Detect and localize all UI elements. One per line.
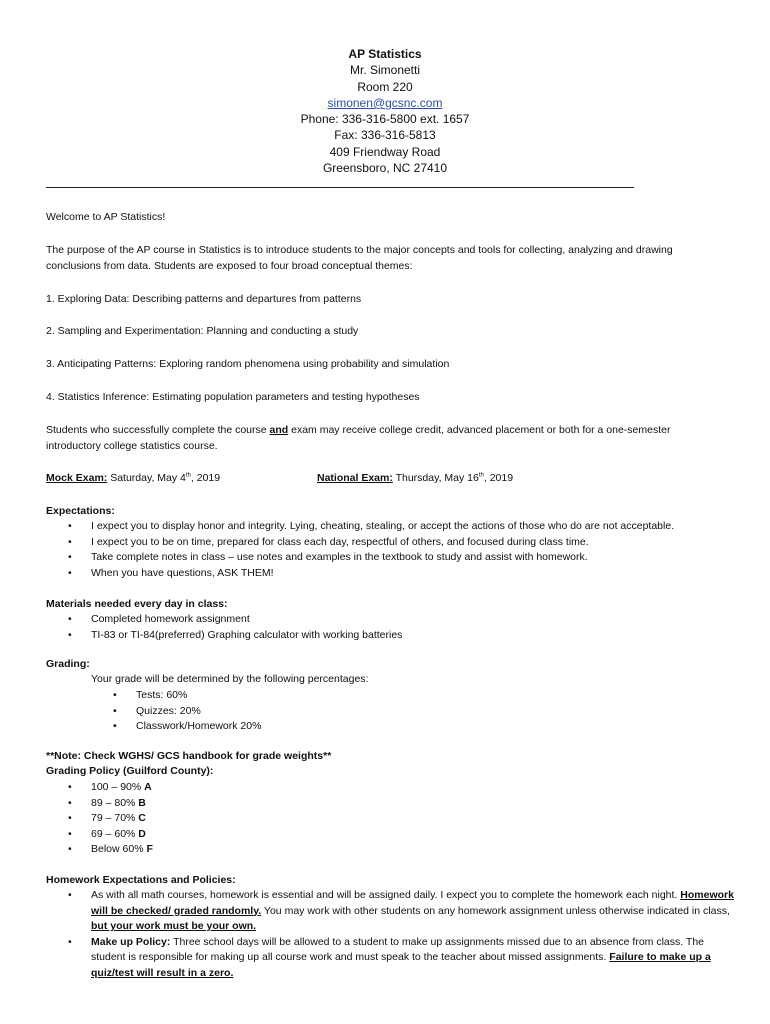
grading-policy-heading: Grading Policy (Guilford County): xyxy=(46,765,214,777)
theme-item: 4. Statistics Inference: Estimating population parameters and testing hypotheses xyxy=(46,391,420,403)
grading-policy-list xyxy=(68,780,153,858)
homework-policy-list xyxy=(68,888,741,981)
purpose-paragraph: The purpose of the AP course in Statistics is to introduce students to the major concepts and tools for collecting, analyzing and drawing conclusions from data. Students are exposed to four broad conceptual themes: xyxy=(46,244,673,272)
list-item: • Completed homework assignment xyxy=(91,612,741,628)
national-exam-date: National Exam: Thursday, May 16th, 2019 xyxy=(317,472,514,484)
bullet-icon: • xyxy=(68,520,72,532)
theme-item: 2. Sampling and Experimentation: Planning and conducting a study xyxy=(46,325,359,337)
credit-paragraph: Students who successfully complete the course and exam may receive college credit, advanced placement or both for a one-semester introductory college statistics course. xyxy=(46,424,671,452)
phone-number: Phone: 336-316-5800 ext. 1657 xyxy=(300,112,470,127)
bullet-icon: • xyxy=(68,935,72,948)
room-number: Room 220 xyxy=(357,79,413,94)
bullet-icon: • xyxy=(68,827,72,840)
mock-exam-date: Mock Exam: Saturday, May 4th, 2019 xyxy=(46,472,221,484)
bullet-icon: • xyxy=(68,781,72,793)
list-item: • Quizzes: 20% xyxy=(136,704,261,720)
list-item: • 100 – 90% A xyxy=(91,780,153,796)
bullet-icon: • xyxy=(68,796,72,809)
materials-heading: Materials needed every day in class: xyxy=(46,598,228,610)
bullet-icon: • xyxy=(68,551,72,563)
teacher-name: Mr. Simonetti xyxy=(349,63,421,78)
list-item: • I expect you to be on time, prepared for class each day, respectful of others, and focused during class time. xyxy=(91,535,741,551)
list-item: • Make up Policy: Three school days will be allowed to a student to make up assignments missed due to an absence from class. The student is responsible for making up all course work and must speak to the teacher about missed assignments. Failure to make up a quiz/test will result in a zero. xyxy=(68,935,711,979)
grading-intro: Your grade will be determined by the following percentages: xyxy=(91,673,369,685)
fax-number: Fax: 336-316-5813 xyxy=(334,128,436,143)
handbook-note: **Note: Check WGHS/ GCS handbook for grade weights** xyxy=(46,750,332,762)
address-line-1: 409 Friendway Road xyxy=(329,144,441,159)
list-item: • TI-83 or TI-84(preferred) Graphing calculator with working batteries xyxy=(91,628,741,644)
list-item: • Tests: 60% xyxy=(136,688,261,704)
list-item: • As with all math courses, homework is essential and will be assigned daily. I expect you to complete the homework each night. Homework will be checked/ graded randomly. You may work with other students on any homework assignment unless otherwise indicated in class, but your work must be your own. xyxy=(68,889,734,932)
bullet-icon: • xyxy=(68,812,72,824)
homework-heading: Homework Expectations and Policies: xyxy=(46,874,236,886)
welcome-text: Welcome to AP Statistics! xyxy=(46,211,166,223)
bullet-icon: • xyxy=(68,628,72,641)
theme-item: 3. Anticipating Patterns: Exploring random phenomena using probability and simulation xyxy=(46,358,450,370)
materials-list xyxy=(68,612,741,643)
list-item: • 79 – 70% C xyxy=(91,811,153,827)
expectations-list xyxy=(68,519,741,581)
list-item: • Take complete notes in class – use notes and examples in the textbook to study and assist with homework. xyxy=(91,550,741,566)
bullet-icon: • xyxy=(68,566,72,579)
list-item: • When you have questions, ASK THEM! xyxy=(91,566,741,582)
list-item: • 89 – 80% B xyxy=(91,796,153,812)
bullet-icon: • xyxy=(68,889,72,901)
bullet-icon: • xyxy=(68,843,72,855)
bullet-icon: • xyxy=(113,689,117,701)
address-line-2: Greensboro, NC 27410 xyxy=(322,161,448,176)
email-link[interactable]: simonen@gcsnc.com xyxy=(327,95,443,110)
list-item: • I expect you to display honor and integrity. Lying, cheating, stealing, or accept the actions of those who do are not acceptable. xyxy=(91,519,741,535)
expectations-heading: Expectations: xyxy=(46,505,115,517)
course-title: AP Statistics xyxy=(348,47,422,61)
bullet-icon: • xyxy=(113,704,117,717)
theme-item: 1. Exploring Data: Describing patterns and departures from patterns xyxy=(46,293,362,305)
list-item: • 69 – 60% D xyxy=(91,827,153,843)
bullet-icon: • xyxy=(68,613,72,625)
list-item: • Classwork/Homework 20% xyxy=(136,719,261,735)
bullet-icon: • xyxy=(68,535,72,548)
list-item: • Below 60% F xyxy=(91,842,153,858)
document-header xyxy=(46,46,724,176)
header-divider xyxy=(46,187,634,188)
emphasis-and: and xyxy=(269,424,289,436)
grading-heading: Grading: xyxy=(46,658,90,670)
grading-breakdown-list xyxy=(113,688,262,735)
bullet-icon: • xyxy=(113,720,117,732)
